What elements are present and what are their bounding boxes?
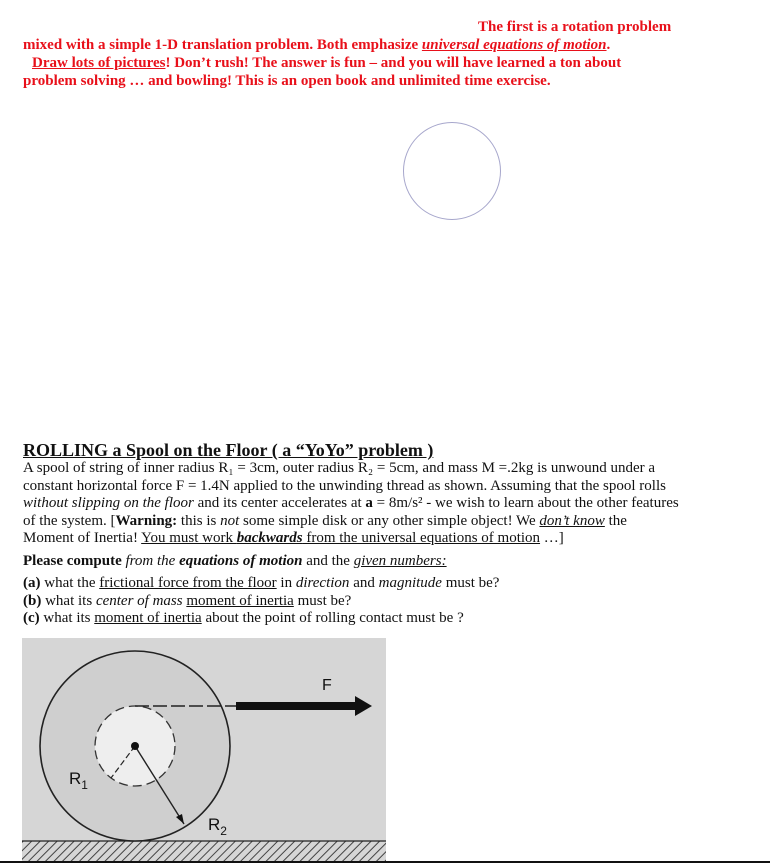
question-a-label: (a) — [23, 575, 41, 591]
problem-line-5 — [23, 530, 743, 548]
intro-line-4: problem solving … and bowling! This is an open book and unlimited time exercise. — [23, 73, 551, 89]
acceleration-symbol: a — [365, 495, 373, 511]
question-a-in: in — [276, 575, 296, 591]
not-emphasis: not — [220, 512, 240, 529]
problem-line-5-start: Moment of Inertia! — [23, 530, 142, 546]
backwards-emphasis[interactable]: backwards — [236, 530, 303, 546]
warning-label: Warning: — [115, 512, 178, 529]
force-label: F — [322, 677, 332, 694]
problem-line-2: constant horizontal force F = 1.4N applied to the unwinding thread as shown. Assuming that the spool rolls — [23, 477, 666, 494]
intro-text — [23, 18, 723, 90]
inner-radius-letter: R — [69, 769, 82, 788]
question-b — [23, 593, 743, 611]
problem-statement — [23, 440, 743, 628]
problem-line-4-mid: this is — [177, 512, 221, 529]
equations-of-motion-emphasis: equations of motion — [179, 552, 303, 569]
question-c-end: about the point of rolling contact must be ? — [201, 610, 464, 626]
problem-line-5-end: …] — [540, 530, 564, 546]
problem-line-4 — [23, 513, 743, 531]
problem-line-3 — [23, 495, 743, 513]
frictional-force-link[interactable]: frictional force from the floor — [99, 575, 277, 591]
question-a-pre: what the — [40, 575, 100, 591]
moment-of-inertia-link-c[interactable]: moment of inertia — [94, 610, 202, 626]
dont-know-emphasis: don’t know — [539, 512, 605, 529]
question-a — [23, 575, 743, 593]
question-b-label: (b) — [23, 592, 42, 609]
question-b-end: must be? — [293, 592, 352, 609]
intro-line-3 — [23, 54, 723, 72]
draw-pictures-link[interactable]: Draw lots of pictures — [32, 55, 166, 71]
problem-line-4-end: the — [604, 512, 627, 529]
compute-label: Please compute — [23, 552, 122, 569]
rolling-condition: without slipping on the floor — [23, 495, 194, 511]
intro-line-2-end: . — [606, 37, 611, 53]
universal-equations-link[interactable]: universal equations of motion — [421, 37, 607, 53]
moment-of-inertia-link-b[interactable]: moment of inertia — [186, 592, 294, 609]
question-a-end: must be? — [441, 575, 500, 591]
compute-from: from the — [121, 552, 180, 569]
compute-and: and the — [302, 552, 354, 569]
question-a-and: and — [349, 575, 379, 591]
spool-center-dot — [131, 742, 139, 750]
problem-line-3-end: = 8m/s² - we wish to learn about the other features — [372, 495, 679, 511]
direction-emphasis: direction — [295, 575, 350, 591]
intro-line-3-text: ! Don’t rush! The answer is fun – and you will have learned a ton about — [165, 55, 622, 71]
problem-line-1: A spool of string of inner radius R₁ = 3cm, outer radius R₂ = 5cm, and mass M =.2kg is unwound under a — [23, 460, 656, 476]
intro-line-2-text: mixed with a simple 1-D translation problem. Both emphasize — [23, 37, 422, 53]
work-backwards-link-end[interactable]: from the universal equations of motion — [302, 530, 541, 546]
work-backwards-link-start[interactable]: You must work — [141, 530, 237, 546]
problem-line-3-mid: and its center accelerates at — [193, 495, 366, 511]
magnitude-emphasis: magnitude — [378, 575, 442, 591]
problem-title: ROLLING a Spool on the Floor ( a “YoYo” problem ) — [23, 440, 434, 460]
question-c-label: (c) — [23, 610, 40, 626]
problem-line-4-start: of the system. [ — [23, 512, 116, 529]
intro-line-2 — [23, 36, 723, 54]
problem-line-4-mid2: some simple disk or any other simple object! We — [239, 512, 540, 529]
question-c — [23, 610, 743, 628]
empty-circle-shape — [403, 122, 501, 220]
outer-radius-letter: R — [208, 815, 221, 834]
force-arrow-shaft — [236, 702, 358, 710]
inner-radius-sub: 1 — [81, 778, 88, 792]
bottom-rule — [0, 861, 770, 863]
question-b-pre: what its — [41, 592, 96, 609]
spool-diagram — [22, 638, 386, 862]
given-numbers-link[interactable]: given numbers: — [353, 552, 447, 569]
outer-radius-sub: 2 — [220, 824, 227, 838]
floor-hatch — [22, 841, 386, 862]
question-c-pre: what its — [39, 610, 95, 626]
compute-instruction — [23, 553, 743, 571]
intro-line-1: The first is a rotation problem — [478, 19, 672, 35]
center-of-mass-emphasis: center of mass — [95, 592, 183, 609]
